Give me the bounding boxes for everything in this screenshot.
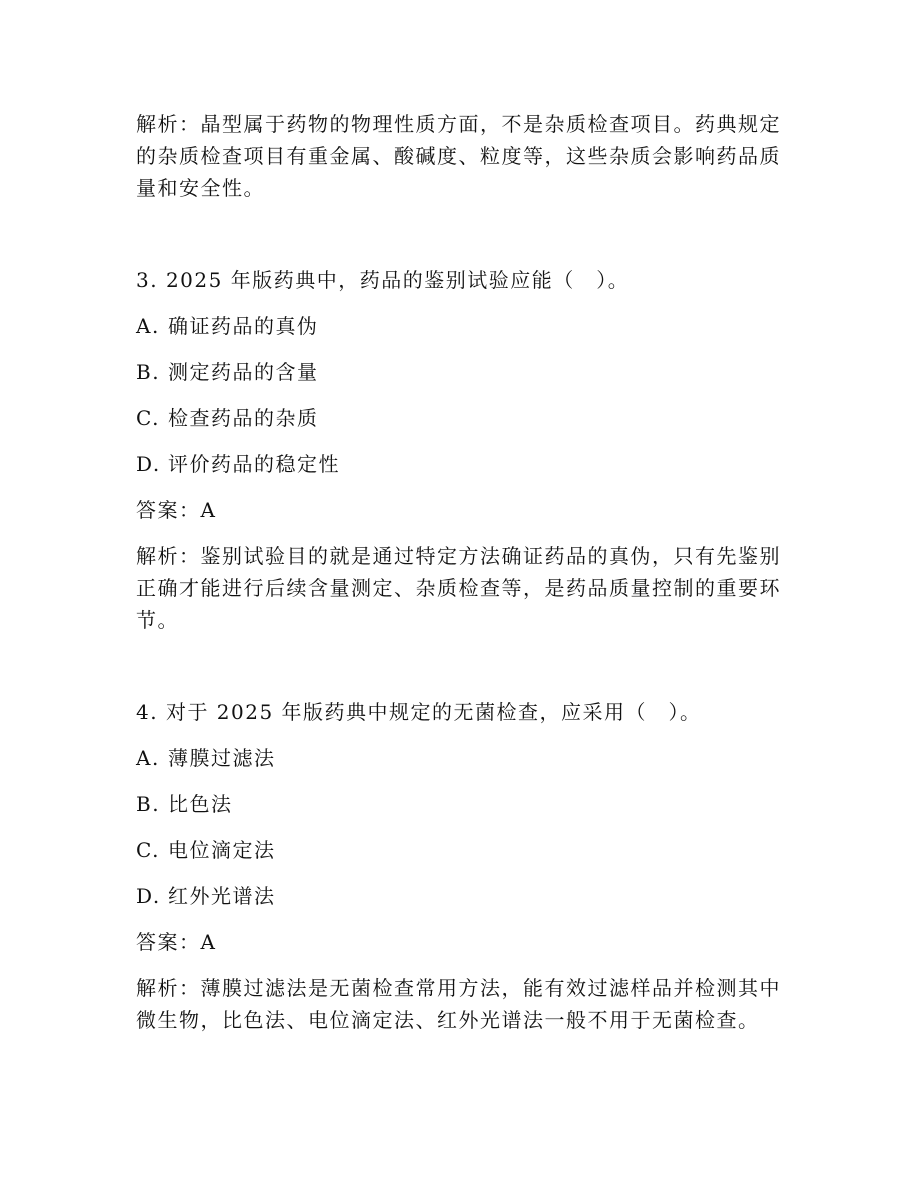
q4-option-d — [136, 882, 276, 910]
option-text: 比色法 — [168, 792, 233, 816]
q3-option-a — [136, 312, 319, 340]
question-3-text: 3. 2025 年版药典中，药品的鉴别试验应能（ ）。 — [136, 268, 630, 292]
q4-analysis-line-2: 微生物，比色法、电位滴定法、红外光谱法一般不用于无菌检查。 — [136, 1008, 760, 1032]
q4-answer: 答案：A — [136, 930, 217, 954]
prev-analysis-line-3: 量和安全性。 — [136, 176, 265, 200]
option-text: 红外光谱法 — [168, 884, 276, 908]
q4-option-c — [136, 836, 276, 864]
option-letter: A. — [136, 746, 160, 770]
q3-option-b — [136, 358, 319, 386]
q3-option-c — [136, 404, 319, 432]
q3-answer: 答案：A — [136, 498, 217, 522]
q4-option-b — [136, 790, 233, 818]
q4-option-a — [136, 744, 276, 772]
q3-option-d — [136, 450, 340, 478]
option-text: 电位滴定法 — [168, 838, 276, 862]
prev-analysis-line-1: 解析：晶型属于药物的物理性质方面，不是杂质检查项目。药典规定 — [136, 112, 781, 136]
q4-analysis-line-1: 解析：薄膜过滤法是无菌检查常用方法，能有效过滤样品并检测其中 — [136, 976, 781, 1000]
q3-analysis-line-3: 节。 — [136, 608, 179, 632]
q3-analysis-line-1: 解析：鉴别试验目的就是通过特定方法确证药品的真伪，只有先鉴别 — [136, 544, 781, 568]
option-text: 测定药品的含量 — [168, 360, 319, 384]
question-4-text: 4. 对于 2025 年版药典中规定的无菌检查，应采用（ ）。 — [136, 700, 702, 724]
prev-analysis-line-2: 的杂质检查项目有重金属、酸碱度、粒度等，这些杂质会影响药品质 — [136, 144, 781, 168]
option-text: 评价药品的稳定性 — [168, 452, 340, 476]
option-letter: A. — [136, 314, 160, 338]
option-text: 检查药品的杂质 — [168, 406, 319, 430]
option-letter: C. — [136, 406, 160, 430]
option-letter: B. — [136, 792, 161, 816]
option-letter: D. — [136, 452, 161, 476]
q3-analysis-line-2: 正确才能进行后续含量测定、杂质检查等，是药品质量控制的重要环 — [136, 576, 781, 600]
option-letter: B. — [136, 360, 161, 384]
option-letter: C. — [136, 838, 160, 862]
option-letter: D. — [136, 884, 161, 908]
option-text: 确证药品的真伪 — [168, 314, 319, 338]
option-text: 薄膜过滤法 — [168, 746, 276, 770]
